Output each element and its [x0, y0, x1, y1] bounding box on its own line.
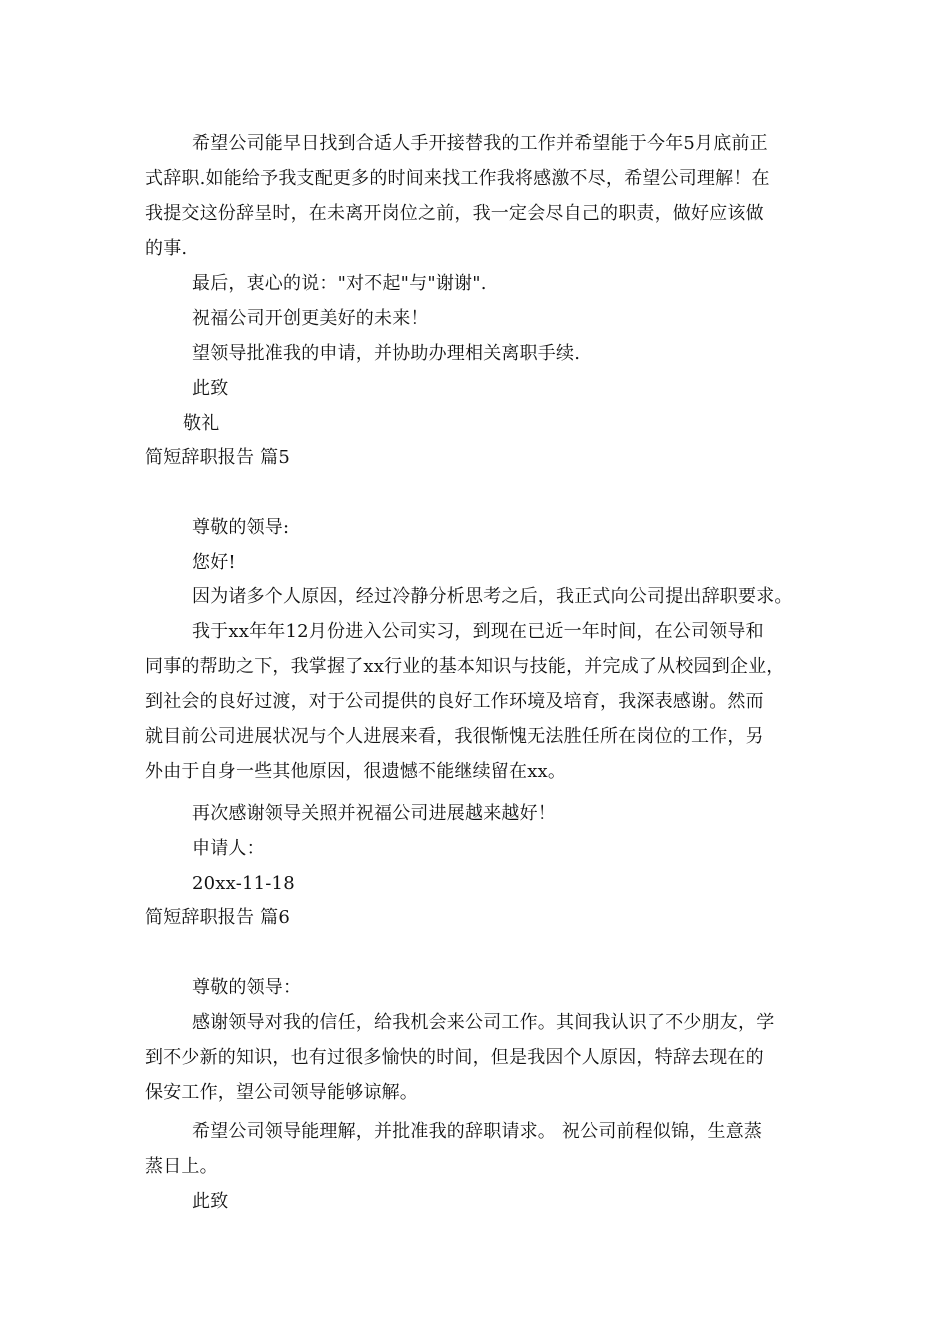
applicant-line: 申请人：	[192, 838, 265, 859]
paragraph-line: 到社会的良好过渡，对于公司提供的良好工作环境及培育，我深表感谢。然而	[145, 691, 764, 712]
paragraph-line: 的事.	[145, 238, 188, 259]
paragraph-line: 希望公司领导能理解，并批准我的辞职请求。 祝公司前程似锦，生意蒸	[192, 1121, 763, 1142]
section-heading: 简短辞职报告 篇5	[145, 447, 290, 468]
paragraph-line: 保安工作，望公司领导能够谅解。	[145, 1082, 418, 1103]
salutation-line: 敬礼	[183, 413, 220, 434]
paragraph-line: 同事的帮助之下，我掌握了xx行业的基本知识与技能，并完成了从校园到企业，	[145, 656, 785, 677]
greeting-line: 尊敬的领导:	[192, 517, 290, 538]
paragraph-line: 再次感谢领导关照并祝福公司进展越来越好！	[192, 803, 556, 824]
paragraph-line: 因为诸多个人原因，经过冷静分析思考之后，我正式向公司提出辞职要求。	[192, 586, 793, 607]
greeting-line: 尊敬的领导：	[192, 977, 302, 998]
date-line: 20xx-11-18	[192, 873, 295, 894]
paragraph-line: 望领导批准我的申请，并协助办理相关离职手续.	[192, 343, 581, 364]
paragraph-line: 蒸日上。	[145, 1156, 218, 1177]
closing-line: 此致	[192, 378, 229, 399]
greeting-line: 您好!	[192, 552, 236, 573]
paragraph-line: 我提交这份辞呈时，在未离开岗位之前，我一定会尽自己的职责，做好应该做	[145, 203, 764, 224]
section-heading: 简短辞职报告 篇6	[145, 907, 290, 928]
closing-line: 此致	[192, 1191, 229, 1212]
paragraph-line: 到不少新的知识，也有过很多愉快的时间，但是我因个人原因，特辞去现在的	[145, 1047, 764, 1068]
paragraph-line: 祝福公司开创更美好的未来！	[192, 308, 429, 329]
paragraph-line: 外由于自身一些其他原因，很遗憾不能继续留在xx。	[145, 761, 567, 782]
paragraph-line: 就目前公司进展状况与个人进展来看，我很惭愧无法胜任所在岗位的工作，另	[145, 726, 764, 747]
paragraph-line: 式辞职.如能给予我支配更多的时间来找工作我将感激不尽，希望公司理解！在	[145, 168, 770, 189]
paragraph-line: 我于xx年年12月份进入公司实习，到现在已近一年时间，在公司领导和	[192, 621, 764, 642]
paragraph-line: 最后，衷心的说："对不起"与"谢谢".	[192, 273, 487, 294]
paragraph-line: 感谢领导对我的信任，给我机会来公司工作。其间我认识了不少朋友，学	[192, 1012, 775, 1033]
paragraph-line: 希望公司能早日找到合适人手开接替我的工作并希望能于今年5月底前正	[192, 133, 768, 154]
